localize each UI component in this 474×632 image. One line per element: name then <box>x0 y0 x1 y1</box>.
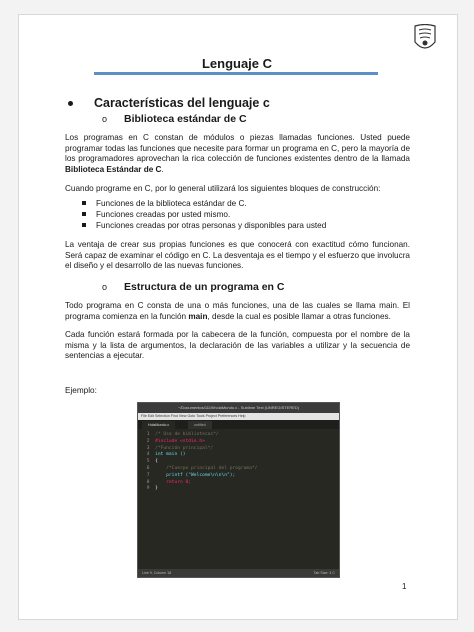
line-number: 2 <box>144 438 156 444</box>
bullet-list <box>82 198 326 231</box>
document-title: Lenguaje C <box>201 56 273 71</box>
example-label: Ejemplo: <box>65 386 97 395</box>
university-seal-logo <box>412 24 438 54</box>
menu-bar: File Edit Selection Find View Goto Tools Project Preferences Help <box>138 413 339 420</box>
tab-bar <box>138 420 339 429</box>
circle-bullet-icon: o <box>102 282 108 292</box>
code-text-line: /* Uso de bibliotecas*/ <box>155 432 219 437</box>
code-line <box>144 466 257 473</box>
code-text-line: return 0; <box>155 479 192 485</box>
page-number: 1 <box>402 582 407 591</box>
line-number: 7 <box>144 472 156 478</box>
line-number: 9 <box>144 486 156 492</box>
subheading-biblioteca: o Biblioteca estándar de C <box>102 113 247 125</box>
list-item: Funciones creadas por otras personas y disponibles para usted <box>82 220 326 231</box>
code-text-line: { <box>155 459 158 465</box>
line-number: 3 <box>144 445 156 451</box>
paragraph-funciones: Los programas en C constan de módulos o piezas llamadas funciones. Usted puede programar todas las funciones que necesite para formar un programa en C, pero la mayoría de los programadores aprovechan la rica colección de funciones existentes dentro de la llamada Biblioteca Estándar de C. <box>65 133 410 174</box>
code-line <box>144 439 257 446</box>
line-number: 6 <box>144 465 156 471</box>
line-number: 4 <box>144 452 156 458</box>
code-text-line: #include <stdio.h> <box>155 438 205 444</box>
tab-untitled: untitled <box>188 421 212 429</box>
window-title: ~/Documentos/1119/holaMundo.c - Sublime Text (UNREGISTERED) <box>138 403 339 413</box>
status-bar: Line 9, Column 18 Tab Size: 4 C <box>138 569 339 577</box>
code-text-line: printf ("Welcome\n\n\n"); <box>155 472 236 478</box>
list-item: Funciones de la biblioteca estándar de C. <box>82 198 326 209</box>
paragraph-main: Todo programa en C consta de una o más funciones, una de las cuales se llama main. El programa comienza en la función main, desde la cual es posible llamar a otras funciones. <box>65 301 410 321</box>
code-text <box>144 432 257 493</box>
tab-holamundo: HolaMundo.c <box>142 421 175 429</box>
circle-bullet-icon: o <box>102 114 108 124</box>
title-underline <box>94 72 378 75</box>
code-text-line: int main () <box>155 452 186 458</box>
code-editor-screenshot <box>137 402 340 578</box>
line-number: 5 <box>144 459 156 465</box>
code-line <box>144 432 257 439</box>
paragraph-cabecera: Cada función estará formada por la cabecera de la función, compuesta por el nombre de la misma y la lista de argumentos, la declaración de las variables a utilizar y la secuencia de sentencias a ejecutar. <box>65 330 410 361</box>
code-text-line: } <box>155 486 158 492</box>
code-line <box>144 459 257 466</box>
paragraph-ventaja: La ventaja de crear sus propias funciones es que conocerá con exactitud cómo funcionan. Será capaz de examinar el código en C. La desventaja es el tiempo y el esfuerzo que involucra el diseño y el desarrollo de las nuevas funciones. <box>65 240 410 271</box>
bullet-icon <box>68 101 73 106</box>
section-heading: Características del lenguaje c <box>70 96 270 110</box>
line-number: 1 <box>144 432 156 437</box>
code-area <box>138 429 339 569</box>
code-line <box>144 473 257 480</box>
code-line <box>144 452 257 459</box>
line-number: 8 <box>144 479 156 485</box>
subheading-estructura: o Estructura de un programa en C <box>102 281 285 293</box>
code-text-line: /*Cuerpo principal del programa*/ <box>155 465 258 471</box>
paragraph-bloques: Cuando programe en C, por lo general utilizará los siguientes bloques de construcción: <box>65 184 381 193</box>
list-item: Funciones creadas por usted mismo. <box>82 209 326 220</box>
code-line <box>144 486 257 493</box>
code-line <box>144 480 257 487</box>
code-text-line: /*Función principal*/ <box>155 445 214 451</box>
